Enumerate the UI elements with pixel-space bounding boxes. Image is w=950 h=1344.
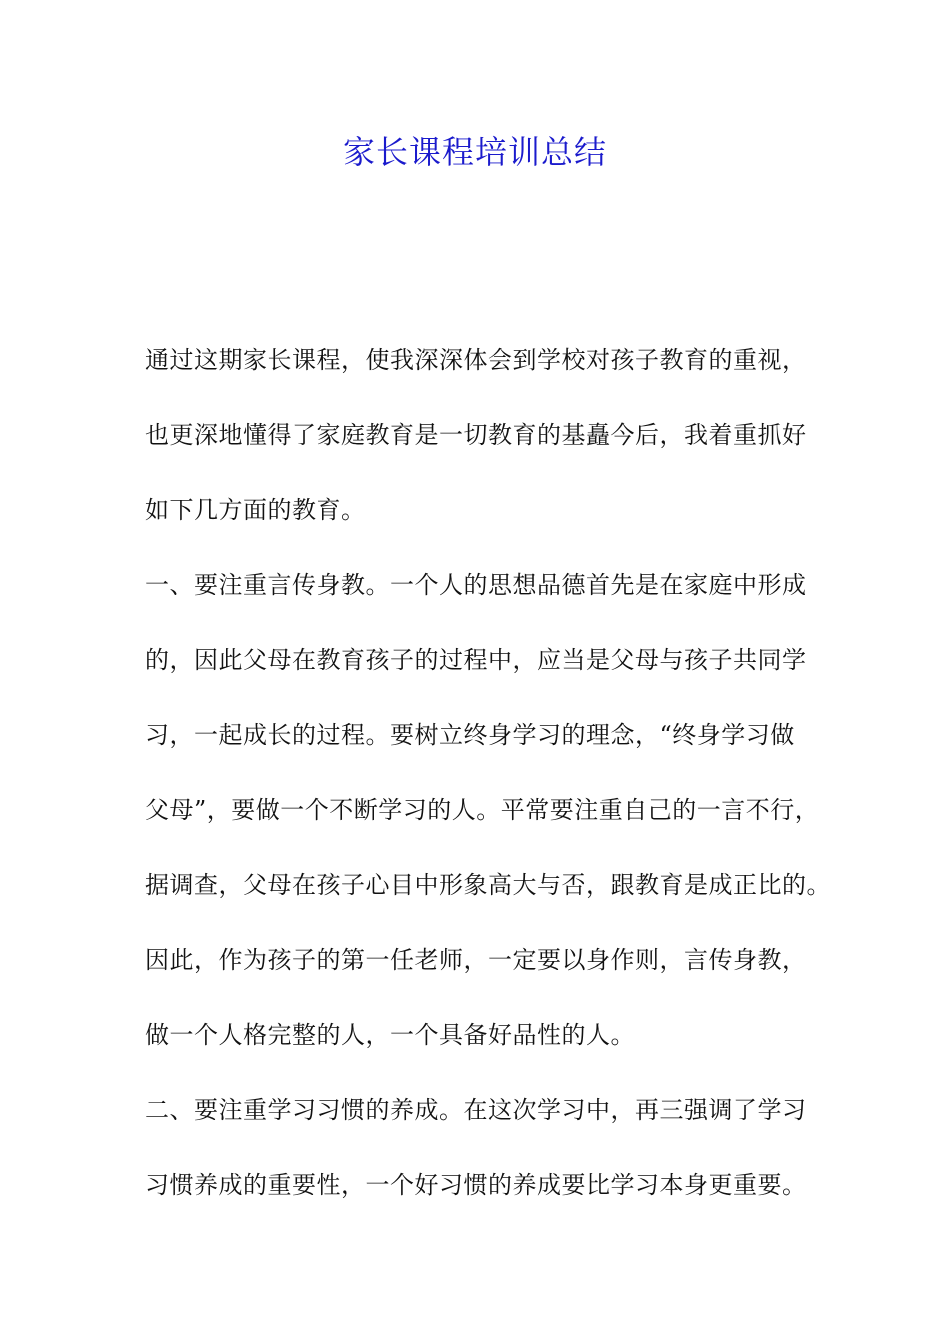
body-line: 据调查，父母在孩子心目中形象高大与否，跟教育是成正比的。 [145,871,831,899]
body-line: 习惯养成的重要性，一个好习惯的养成要比学习本身更重要。 [145,1171,807,1199]
body-line: 父母”，要做一个不断学习的人。平常要注重自己的一言不行， [145,796,820,824]
body-line: 习，一起成长的过程。要树立终身学习的理念，“终身学习做 [145,721,795,749]
body-line: 也更深地懂得了家庭教育是一切教育的基矗今后，我着重抓好 [145,421,807,449]
body-line: 的，因此父母在教育孩子的过程中，应当是父母与孩子共同学 [145,646,807,674]
body-line: 一、要注重言传身教。一个人的思想品德首先是在家庭中形成 [145,571,807,599]
document-body [145,342,835,1242]
body-line: 如下几方面的教育。 [145,496,366,524]
document-title: 家长课程培训总结 [342,133,607,171]
body-line: 二、要注重学习习惯的养成。在这次学习中，再三强调了学习 [145,1096,807,1124]
body-line: 因此，作为孩子的第一任老师，一定要以身作则，言传身教， [145,946,807,974]
body-line: 做一个人格完整的人，一个具备好品性的人。 [145,1021,635,1049]
body-line: 通过这期家长课程，使我深深体会到学校对孩子教育的重视， [145,346,807,374]
